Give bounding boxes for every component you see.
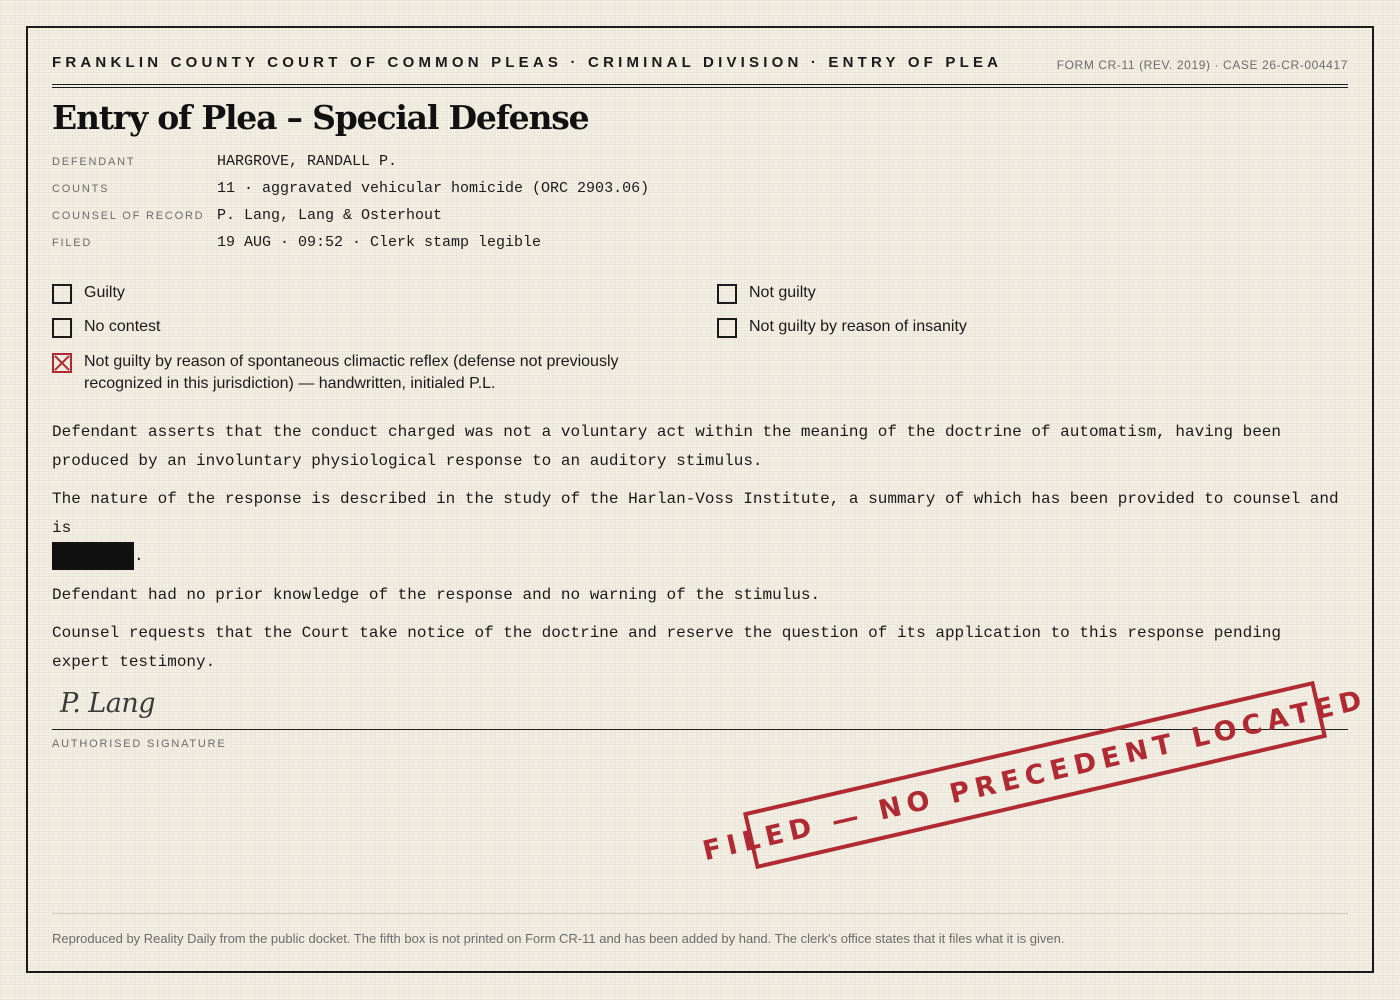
meta-row-defendant [52, 152, 952, 179]
plea-options [52, 282, 1352, 397]
meta-value: P. Lang, Lang & Osterhout [217, 207, 443, 224]
plea-option-label: Not guilty by reason of spontaneous climactic reflex (defense not previously recognized in this jurisdiction) — handwritten, initialed P.L. [84, 353, 619, 392]
plea-option-label: No contest [84, 318, 161, 335]
statement-paragraph: Counsel requests that the Court take notice of the doctrine and reserve the question of its application to this response pending expert testimony. [52, 624, 1281, 671]
checkbox[interactable] [717, 318, 737, 338]
statement-paragraph: Defendant asserts that the conduct charged was not a voluntary act within the meaning of the doctrine of automatism, having been produced by an involuntary physiological response to an auditory stimulus. [52, 423, 1281, 470]
stamp-text: FILED — NO PRECEDENT LOCATED [699, 683, 1371, 867]
statement-paragraph: Defendant had no prior knowledge of the response and no warning of the stimulus. [52, 585, 821, 604]
meta-row-filed [52, 233, 952, 260]
meta-value: 11 · aggravated vehicular homicide (ORC 2903.06) [217, 180, 650, 197]
statement-period: . [134, 547, 144, 565]
meta-label: COUNSEL OF RECORD [52, 210, 205, 222]
plea-option-label: Guilty [84, 284, 125, 301]
checkbox[interactable] [52, 318, 72, 338]
signature-label: AUTHORISED SIGNATURE [52, 738, 227, 750]
plea-form-sheet [26, 26, 1374, 973]
meta-row-counsel [52, 206, 952, 233]
meta-row-counts [52, 179, 952, 206]
court-heading: FRANKLIN COUNTY COURT OF COMMON PLEAS · CRIMINAL DIVISION · ENTRY OF PLEA [52, 54, 1003, 71]
footnote: Reproduced by Reality Daily from the public docket. The fifth box is not printed on Form CR-11 and has been added by hand. The clerk's office states that it files what it is given. [52, 931, 1065, 946]
plea-option-label: Not guilty [749, 284, 816, 301]
meta-value: 19 AUG · 09:52 · Clerk stamp legible [217, 234, 542, 251]
meta-label: DEFENDANT [52, 156, 136, 168]
header-double-rule [52, 84, 1348, 88]
meta-label: FILED [52, 237, 93, 249]
plea-option-label: Not guilty by reason of insanity [749, 318, 967, 335]
checkbox-checked[interactable] [52, 353, 72, 373]
redaction-bar [52, 542, 134, 570]
meta-value: HARGROVE, RANDALL P. [217, 153, 398, 170]
plea-statement [52, 418, 1342, 686]
document-title: Entry of Plea – Special Defense [52, 98, 589, 137]
case-metadata [52, 152, 952, 260]
signature-handwritten: P. Lang [60, 688, 156, 719]
statement-paragraph [52, 485, 1342, 571]
form-reference: FORM CR-11 (REV. 2019) · CASE 26-CR-004417 [1056, 58, 1348, 72]
footer-divider [52, 913, 1348, 914]
meta-label: COUNTS [52, 183, 110, 195]
checkbox[interactable] [52, 284, 72, 304]
statement-text: The nature of the response is described in the study of the Harlan-Voss Institute, a summary of which has been provided to counsel and is [52, 490, 1339, 537]
checkbox[interactable] [717, 284, 737, 304]
